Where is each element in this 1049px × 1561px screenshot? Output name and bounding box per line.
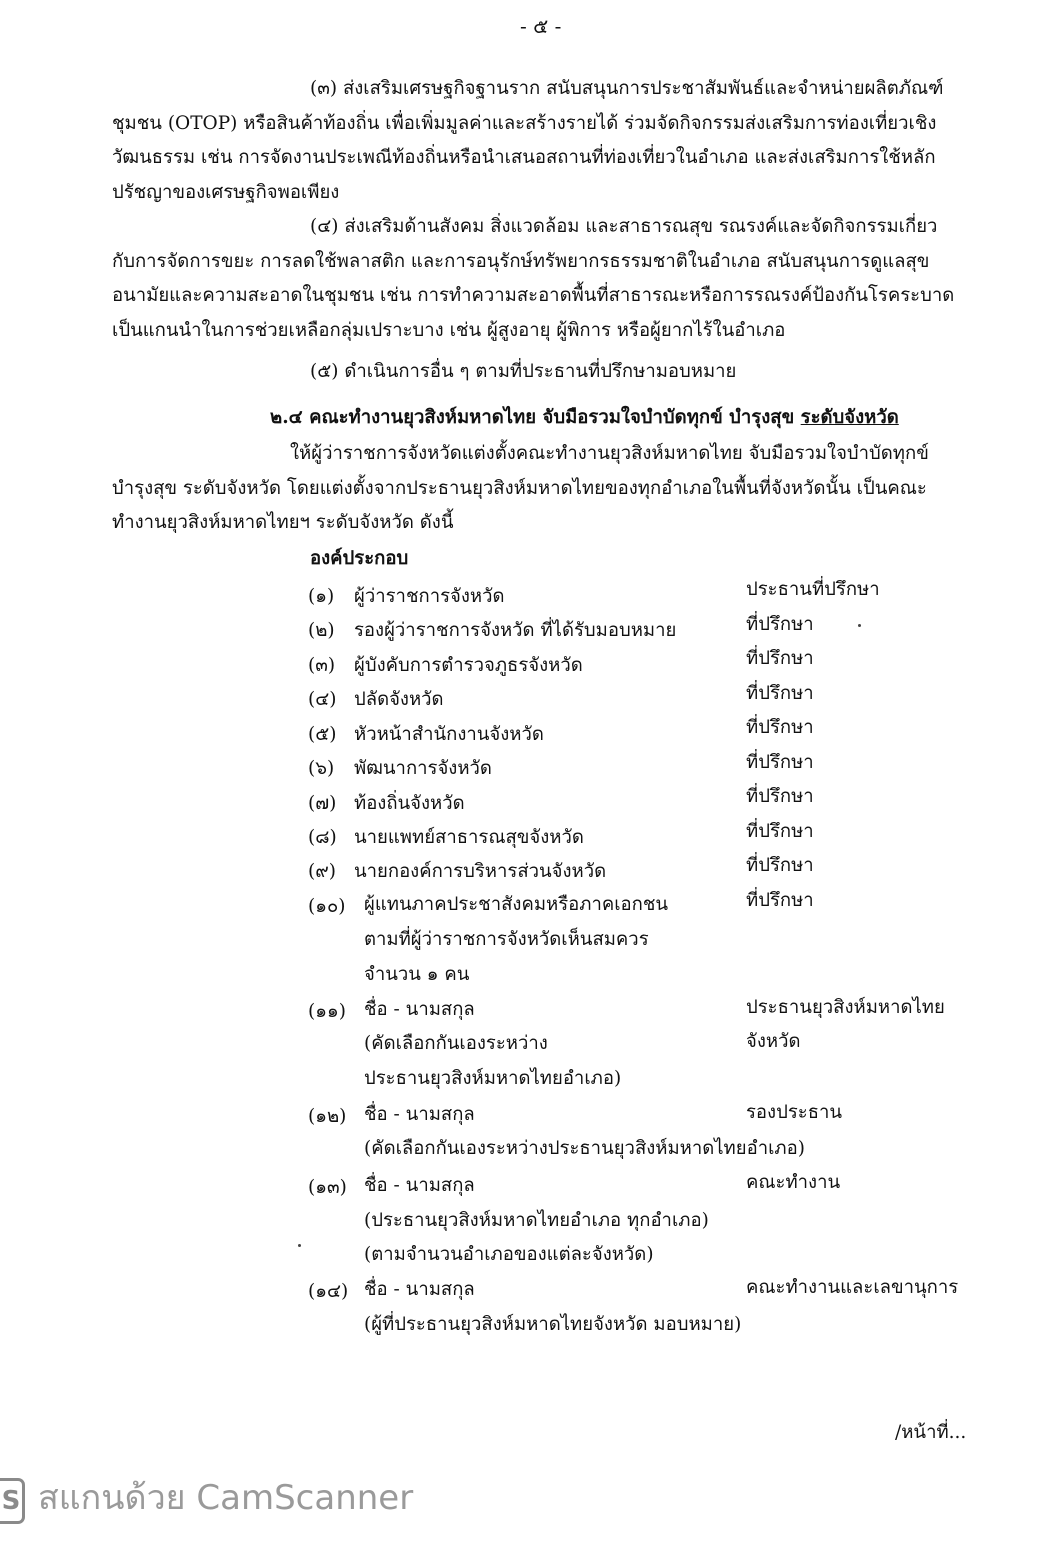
camscanner-watermark: สแกนด้วย CamScanner bbox=[38, 1478, 414, 1518]
member-role: ที่ปรึกษา bbox=[746, 890, 814, 911]
member-detail: ตามที่ผู้ว่าราชการจังหวัดเห็นสมควร bbox=[364, 929, 649, 950]
member-detail: (ตามจำนวนอำเภอของแต่ละจังหวัด) bbox=[364, 1244, 654, 1265]
member-name: ชื่อ - นามสกุล bbox=[364, 1279, 475, 1300]
paragraph-4-text: (๔) ส่งเสริมด้านสังคม สิ่งแวดล้อม และสาธารณสุข รณรงค์และจัดกิจกรรมเกี่ยวกับการจัดการขยะ การลดใช้พลาสติก และการอนุรักษ์ทรัพยากรธรรมชาติในอำเภอ สนับสนุนการดูแลสุขอนามัยและความสะอาดในชุมชน เช่น การทำความสะอาดพื้นที่สาธารณะหรือการรณรงค์ป้องกันโรคระบาด เป็นแกนนำในการช่วยเหลือกลุ่มเปราะบาง เช่น ผู้สูงอายุ ผู้พิการ หรือผู้ยากไร้ในอำเภอ bbox=[112, 216, 955, 341]
member-detail: ประธานยุวสิงห์มหาดไทยอำเภอ) bbox=[364, 1068, 622, 1089]
member-no: (๘) bbox=[308, 827, 337, 848]
member-name: ชื่อ - นามสกุล bbox=[364, 999, 475, 1020]
member-role: ที่ปรึกษา bbox=[746, 614, 814, 635]
member-no: (๒) bbox=[308, 620, 335, 641]
camscanner-logo-icon: S bbox=[0, 1478, 25, 1524]
member-name: ผู้บังคับการตำรวจภูธรจังหวัด bbox=[354, 655, 583, 676]
member-no: (๑๐) bbox=[308, 896, 346, 917]
member-no: (๑๑) bbox=[308, 1001, 346, 1022]
footer-continuation: /หน้าที่... bbox=[895, 1422, 967, 1443]
member-detail: (คัดเลือกกันเองระหว่าง bbox=[364, 1033, 548, 1054]
member-role: ที่ปรึกษา bbox=[746, 752, 814, 773]
member-name: ปลัดจังหวัด bbox=[354, 689, 444, 710]
paragraph-5: (๕) ดำเนินการอื่น ๆ ตามที่ประธานที่ปรึกษามอบหมาย bbox=[310, 361, 737, 382]
member-role: ที่ปรึกษา bbox=[746, 717, 814, 738]
member-no: (๑) bbox=[308, 586, 335, 607]
member-role: ประธานที่ปรึกษา bbox=[746, 579, 880, 600]
member-name: นายกองค์การบริหารส่วนจังหวัด bbox=[354, 861, 607, 882]
member-role-cont: จังหวัด bbox=[746, 1031, 801, 1052]
member-detail: จำนวน ๑ คน bbox=[364, 964, 470, 985]
scan-speck bbox=[298, 1244, 301, 1247]
member-name: ชื่อ - นามสกุล bbox=[364, 1175, 475, 1196]
section-heading-text: ๒.๔ คณะทำงานยุวสิงห์มหาดไทย จับมือรวมใจบำบัดทุกข์ บำรุงสุข bbox=[270, 407, 795, 428]
page-number: - ๕ - bbox=[520, 14, 562, 38]
paragraph-3 bbox=[112, 72, 958, 210]
section-heading bbox=[270, 406, 899, 430]
member-detail: (ผู้ที่ประธานยุวสิงห์มหาดไทยจังหวัด มอบหมาย) bbox=[364, 1314, 742, 1335]
member-no: (๑๓) bbox=[308, 1177, 347, 1198]
member-no: (๑๔) bbox=[308, 1281, 349, 1302]
member-detail: (คัดเลือกกันเองระหว่างประธานยุวสิงห์มหาดไทยอำเภอ) bbox=[364, 1138, 805, 1159]
member-name: ท้องถิ่นจังหวัด bbox=[354, 793, 465, 814]
scan-speck bbox=[858, 624, 861, 627]
member-name: พัฒนาการจังหวัด bbox=[354, 758, 492, 779]
member-name: ชื่อ - นามสกุล bbox=[364, 1104, 475, 1125]
member-name: ผู้แทนภาคประชาสังคมหรือภาคเอกชน bbox=[364, 894, 669, 915]
member-name: ผู้ว่าราชการจังหวัด bbox=[354, 586, 505, 607]
member-no: (๕) bbox=[308, 724, 337, 745]
member-no: (๓) bbox=[308, 655, 336, 676]
composition-label: องค์ประกอบ bbox=[310, 548, 409, 569]
member-role: คณะทำงาน bbox=[746, 1172, 841, 1193]
member-role: ที่ปรึกษา bbox=[746, 786, 814, 807]
member-role: รองประธาน bbox=[746, 1102, 843, 1123]
member-no: (๖) bbox=[308, 758, 335, 779]
member-role: ประธานยุวสิงห์มหาดไทย bbox=[746, 997, 945, 1018]
section-intro bbox=[112, 437, 958, 541]
section-heading-underlined: ระดับจังหวัด bbox=[800, 407, 899, 428]
member-name: รองผู้ว่าราชการจังหวัด ที่ได้รับมอบหมาย bbox=[354, 620, 677, 641]
member-role: ที่ปรึกษา bbox=[746, 683, 814, 704]
member-role: ที่ปรึกษา bbox=[746, 855, 814, 876]
member-no: (๗) bbox=[308, 793, 337, 814]
member-name: หัวหน้าสำนักงานจังหวัด bbox=[354, 724, 544, 745]
paragraph-3-text: (๓) ส่งเสริมเศรษฐกิจฐานราก สนับสนุนการประชาสัมพันธ์และจำหน่ายผลิตภัณฑ์ชุมชน (OTOP) หรือสินค้าท้องถิ่น เพื่อเพิ่มมูลค่าและสร้างรายได้ ร่วมจัดกิจกรรมส่งเสริมการท่องเที่ยวเชิงวัฒนธรรม เช่น การจัดงานประเพณีท้องถิ่นหรือนำเสนอสถานที่ท่องเที่ยวในอำเภอ และส่งเสริมการใช้หลักปรัชญาของเศรษฐกิจพอเพียง bbox=[112, 78, 944, 203]
member-detail: (ประธานยุวสิงห์มหาดไทยอำเภอ ทุกอำเภอ) bbox=[364, 1210, 709, 1231]
member-no: (๑๒) bbox=[308, 1106, 347, 1127]
member-role: ที่ปรึกษา bbox=[746, 648, 814, 669]
paragraph-4 bbox=[112, 210, 958, 348]
member-no: (๔) bbox=[308, 689, 337, 710]
member-name: นายแพทย์สาธารณสุขจังหวัด bbox=[354, 827, 584, 848]
section-intro-text: ให้ผู้ว่าราชการจังหวัดแต่งตั้งคณะทำงานยุวสิงห์มหาดไทย จับมือรวมใจบำบัดทุกข์ บำรุงสุข ระดับจังหวัด โดยแต่งตั้งจากประธานยุวสิงห์มหาดไทยของทุกอำเภอในพื้นที่จังหวัดนั้น เป็นคณะทำงานยุวสิงห์มหาดไทยฯ ระดับจังหวัด ดังนี้ bbox=[112, 443, 929, 533]
member-role: ที่ปรึกษา bbox=[746, 821, 814, 842]
member-role: คณะทำงานและเลขานุการ bbox=[746, 1277, 959, 1298]
member-no: (๙) bbox=[308, 861, 336, 882]
